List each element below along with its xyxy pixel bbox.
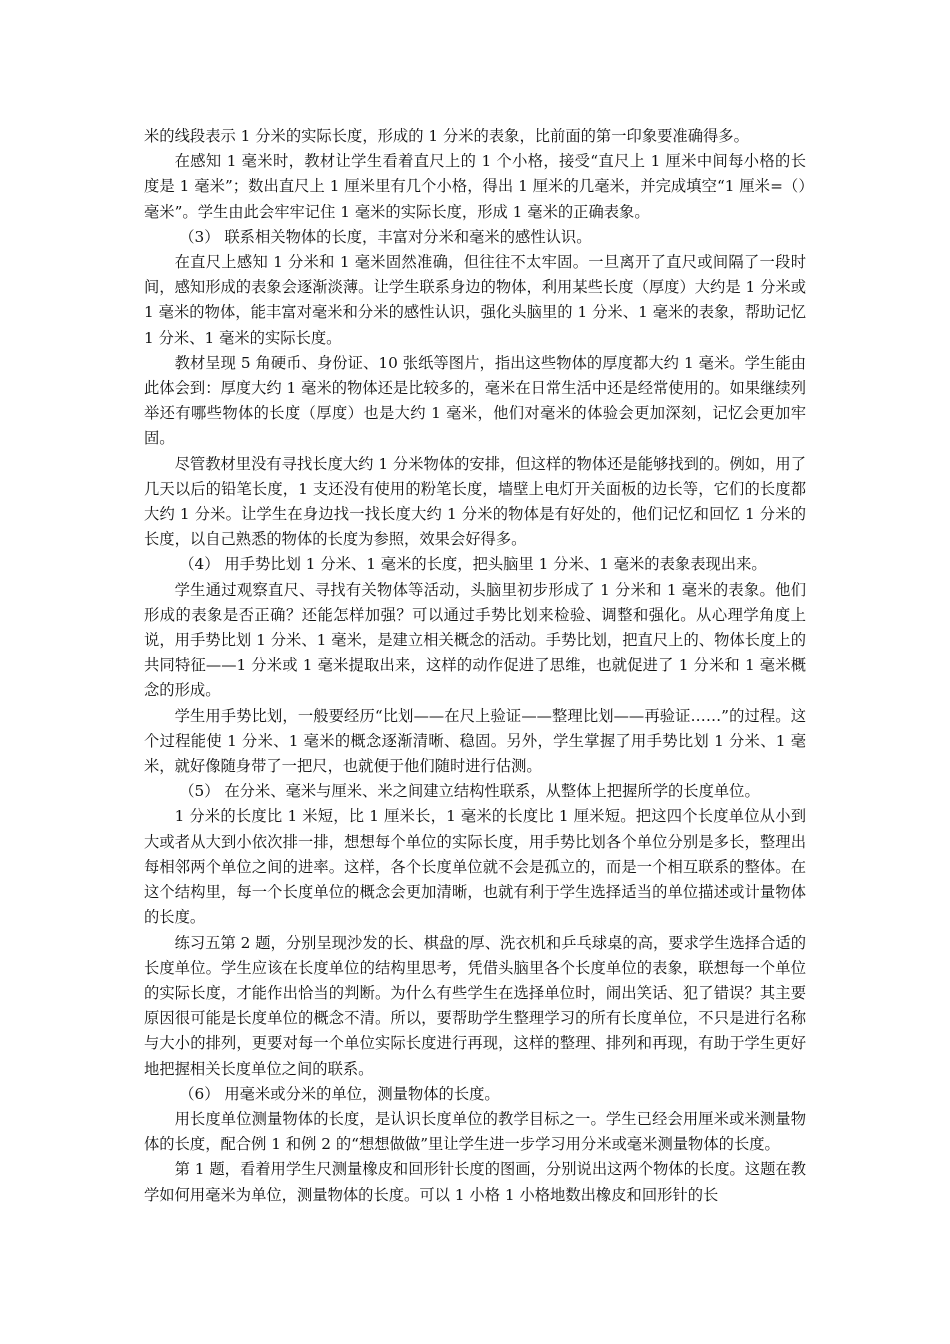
paragraph-11: 1 分米的长度比 1 米短，比 1 厘米长，1 毫米的长度比 1 厘米短。把这四个长度单位从小到大或者从大到小依次排一排，想想每个单位的实际长度，用手势比划各个单位分别是多长，整理出每相邻两个单位之间的进率。这样，各个长度单位就不会是孤立的，而是一个相互联系的整体。在这个结构里，每一个长度单位的概念会更加清晰，也就有利于学生选择适当的单位描述或计量物体的长度。 bbox=[144, 807, 806, 927]
section-heading-5: （5） 在分米、毫米与厘米、米之间建立结构性联系，从整体上把握所学的长度单位。 bbox=[179, 782, 760, 801]
paragraph-4: 在直尺上感知 1 分米和 1 毫米固然准确，但往往不太牢固。一旦离开了直尺或间隔了一段时间，感知形成的表象会逐渐淡薄。让学生联系身边的物体，利用某些长度（厚度）大约是 1 分米或 1 毫米的物体，能丰富对毫米和分米的感性认识，强化头脑里的 1 分米、1 毫米的表象，帮助记忆 1 分米、1 毫米的实际长度。 bbox=[144, 253, 806, 347]
paragraph-6: 尽管教材里没有寻找长度大约 1 分米物体的安排，但这样的物体还是能够找到的。例如，用了几天以后的铅笔长度，1 支还没有使用的粉笔长度，墙壁上电灯开关面板的边长等，它们的长度都大约 1 分米。让学生在身边找一找长度大约 1 分米的物体是有好处的，他们记忆和回忆 1 分米的长度，以自己熟悉的物体的长度为参照，效果会好得多。 bbox=[144, 454, 806, 549]
paragraph-14: 用长度单位测量物体的长度，是认识长度单位的教学目标之一。学生已经会用厘米或米测量物体的长度，配合例 1 和例 2 的“想想做做”里让学生进一步学习用分米或毫米测量物体的长度。 bbox=[144, 1109, 806, 1154]
paragraph-8: 学生通过观察直尺、寻找有关物体等活动，头脑里初步形成了 1 分米和 1 毫米的表象。他们形成的表象是否正确？还能怎样加强？可以通过手势比划来检验、调整和强化。从心理学角度上说，用手势比划 1 分米、1 毫米，是建立相关概念的活动。手势比划，把直尺上的、物体长度上的共同特征——1 分米或 1 毫米提取出来，这样的动作促进了思维，也就促进了 1 分米和 1 毫米概念的形成。 bbox=[144, 580, 806, 700]
document-page bbox=[144, 124, 806, 1208]
paragraph-12: 练习五第 2 题，分别呈现沙发的长、棋盘的厚、洗衣机和乒乓球桌的高，要求学生选择合适的长度单位。学生应该在长度单位的结构里思考，凭借头脑里各个长度单位的表象，联想每一个单位的实际长度，才能作出恰当的判断。为什么有些学生在选择单位时，闹出笑话、犯了错误？其主要原因很可能是长度单位的概念不清。所以，要帮助学生整理学习的所有长度单位，不只是进行名称与大小的排列，更要对每一个单位实际长度进行再现，这样的整理、排列和再现，有助于学生更好地把握相关长度单位之间的联系。 bbox=[144, 933, 806, 1078]
section-heading-6: （6） 用毫米或分米的单位，测量物体的长度。 bbox=[179, 1084, 500, 1103]
paragraph-2: 在感知 1 毫米时，教材让学生看着直尺上的 1 个小格，接受“直尺上 1 厘米中间每小格的长度是 1 毫米”；数出直尺上 1 厘米里有几个小格，得出 1 厘米的几毫米，并完成填空“1 厘米=（）毫米”。学生由此会牢牢记住 1 毫米的实际长度，形成 1 毫米的正确表象。 bbox=[144, 152, 806, 221]
paragraph-5: 教材呈现 5 角硬币、身份证、10 张纸等图片，指出这些物体的厚度都大约 1 毫米。学生能由此体会到：厚度大约 1 毫米的物体还是比较多的，毫米在日常生活中还是经常使用的。如果继续列举还有哪些物体的长度（厚度）也是大约 1 毫米，他们对毫米的体验会更加深刻，记忆会更加牢固。 bbox=[144, 353, 806, 448]
section-heading-3: （3） 联系相关物体的长度，丰富对分米和毫米的感性认识。 bbox=[179, 227, 592, 246]
paragraph-15: 第 1 题，看着用学生尺测量橡皮和回形针长度的图画，分别说出这两个物体的长度。这题在教学如何用毫米为单位，测量物体的长度。可以 1 小格 1 小格地数出橡皮和回形针的长 bbox=[144, 1160, 806, 1204]
paragraph-9: 学生用手势比划，一般要经历“比划——在尺上验证——整理比划——再验证……”的过程。这个过程能使 1 分米、1 毫米的概念逐渐清晰、稳固。另外，学生掌握了用手势比划 1 分米、1 毫米，就好像随身带了一把尺，也就便于他们随时进行估测。 bbox=[144, 706, 806, 776]
section-heading-4: （4） 用手势比划 1 分米、1 毫米的长度，把头脑里 1 分米、1 毫米的表象表现出来。 bbox=[179, 555, 767, 574]
paragraph-1: 米的线段表示 1 分米的实际长度，形成的 1 分米的表象，比前面的第一印象要准确得多。 bbox=[144, 127, 749, 145]
